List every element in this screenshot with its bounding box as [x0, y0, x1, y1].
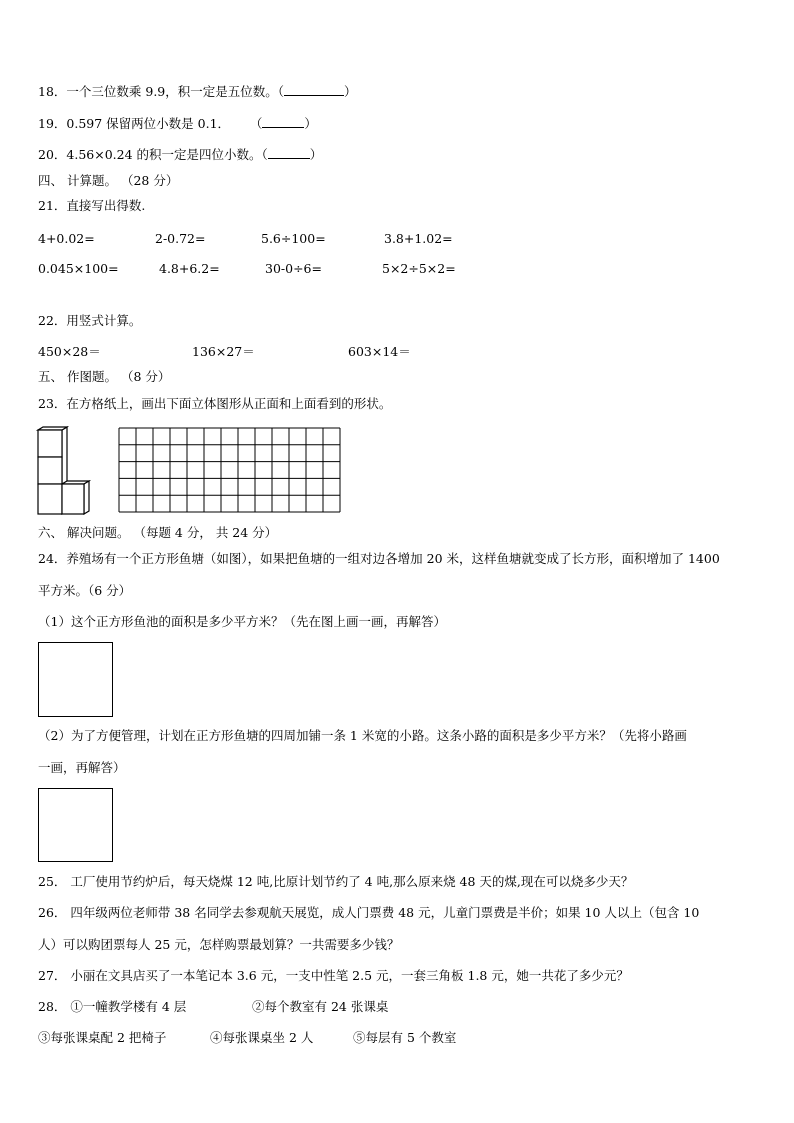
question-18-close: ） [344, 84, 357, 99]
question-28-item: ③每张课桌配 2 把椅子 [38, 1030, 167, 1045]
square-pond-figure-1[interactable] [38, 642, 113, 717]
question-18 [38, 83, 357, 100]
calc-item: 2-0.72= [155, 231, 206, 246]
calc-item: 4+0.02= [38, 231, 95, 246]
cube-stack-figure [36, 426, 96, 516]
question-22: 22．用竖式计算。 [38, 313, 142, 328]
question-19-open: （ [249, 116, 263, 131]
grid-paper[interactable] [118, 427, 341, 513]
question-20 [38, 146, 322, 163]
question-20-close: ） [309, 147, 323, 162]
section-4-heading: 四、 计算题。 （28 分） [38, 173, 179, 188]
question-24-part-2-line-1: （2）为了方便管理，计划在正方形鱼塘的四周加铺一条 1 米宽的小路。这条小路的面积是多少平方米？（先将小路画 [38, 728, 687, 743]
question-18-text: 18．一个三位数乘 9.9，积一定是五位数。（ [38, 84, 285, 99]
question-26-line-1: 26． 四年级两位老师带 38 名同学去参观航天展览，成人门票费 48 元，儿童门票费是半价；如果 10 人以上（包含 10 [38, 905, 700, 920]
question-28-item: 28． ①一幢教学楼有 4 层 [38, 999, 187, 1014]
vertical-calc-item: 136×27＝ [192, 344, 255, 359]
vertical-calc-item: 603×14＝ [348, 344, 411, 359]
question-21: 21．直接写出得数. [38, 198, 146, 213]
question-19-close: ） [304, 116, 317, 131]
calc-item: 5×2÷5×2= [382, 261, 456, 276]
question-28-item: ④每张课桌坐 2 人 [210, 1030, 314, 1045]
calc-item: 30-0÷6= [265, 261, 322, 276]
question-27: 27． 小丽在文具店买了一本笔记本 3.6 元，一支中性笔 2.5 元，一套三角板 1.8 元，她一共花了多少元？ [38, 968, 629, 983]
answer-blank-19[interactable] [262, 115, 304, 128]
question-28-item: ②每个教室有 24 张课桌 [252, 999, 389, 1014]
calc-item: 4.8+6.2= [159, 261, 220, 276]
question-19-text: 19．0.597 保留两位小数是 0.1． [38, 116, 231, 131]
calc-item: 5.6÷100= [261, 231, 326, 246]
question-24-part-1: （1）这个正方形鱼池的面积是多少平方米？（先在图上画一画，再解答） [38, 614, 446, 629]
answer-blank-18[interactable] [284, 83, 344, 96]
section-5-heading: 五、 作图题。 （8 分） [38, 369, 171, 384]
answer-blank-20[interactable] [268, 146, 310, 159]
question-24-line-1: 24．养殖场有一个正方形鱼塘（如图），如果把鱼塘的一组对边各增加 20 米，这样鱼塘就变成了长方形，面积增加了 1400 [38, 551, 720, 566]
question-24-line-2: 平方米。（6 分） [38, 583, 132, 598]
vertical-calc-item: 450×28＝ [38, 344, 101, 359]
section-6-heading: 六、 解决问题。 （每题 4 分， 共 24 分） [38, 525, 278, 540]
question-23: 23．在方格纸上，画出下面立体图形从正面和上面看到的形状。 [38, 396, 392, 411]
question-24-part-2-line-2: 一画，再解答） [38, 760, 126, 775]
square-pond-figure-2[interactable] [38, 788, 113, 862]
question-20-text: 20．4.56×0.24 的积一定是四位小数。（ [38, 147, 268, 162]
question-28-item: ⑤每层有 5 个教室 [353, 1030, 457, 1045]
question-26-line-2: 人）可以购团票每人 25 元，怎样购票最划算？一共需要多少钱？ [38, 937, 400, 952]
calc-item: 0.045×100= [38, 261, 119, 276]
calc-item: 3.8+1.02= [384, 231, 453, 246]
question-19 [38, 115, 317, 132]
question-25: 25． 工厂使用节约炉后，每天烧煤 12 吨,比原计划节约了 4 吨,那么原来烧 48 天的煤,现在可以烧多少天？ [38, 874, 634, 889]
